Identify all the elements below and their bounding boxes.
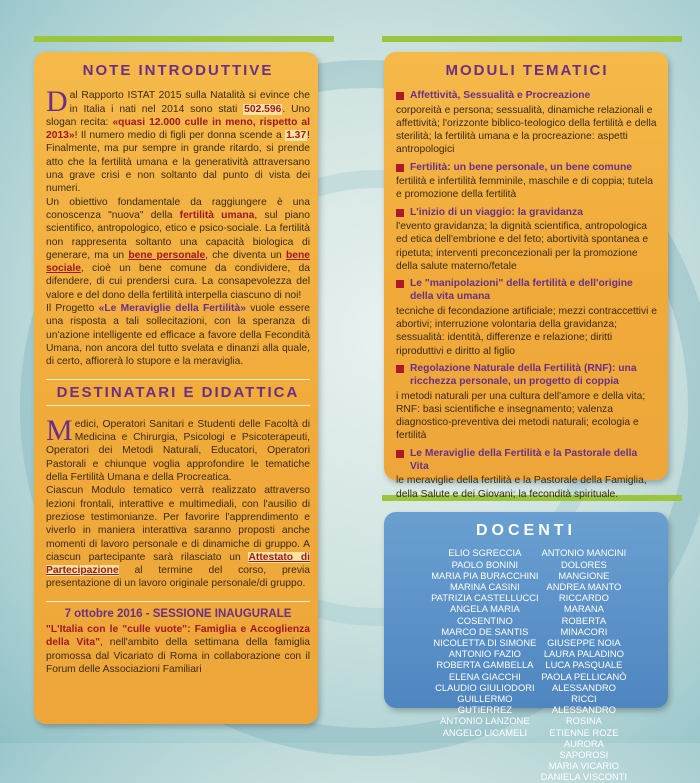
module-body: fertilità e infertilità femminile, maschile e di coppia; tutela e promozione della fertilità xyxy=(396,176,653,201)
note-paragraph-1: Dal Rapporto ISTAT 2015 sulla Natalità si evince che in Italia i nati nel 2014 sono stati 502.596. Uno slogan recita: «quasi 12.000 culle in meno, rispetto al 2013»! Il numero medio di figli per donna scende a 1.37! Finalmente, ma pur sempre in grande ritardo, si prende atto che la fertilità umana e la generatività attraversano una grave crisi e non soltanto dal punto di vista dei numeri. xyxy=(46,85,310,195)
docente-name: PATRIZIA CASTELLUCCI xyxy=(431,592,539,604)
docente-name: ALESSANDRO ROSINA xyxy=(551,704,616,727)
session-title: 7 ottobre 2016 - SESSIONE INAUGURALE xyxy=(64,607,292,620)
bullet-square-icon xyxy=(396,280,404,288)
docente-name: ALESSANDRO RICCI xyxy=(551,681,616,704)
docente-name: ANTONIO LANZONE xyxy=(440,715,530,727)
docenti-title: DOCENTI xyxy=(476,522,576,539)
docente-name: ANGELO LICAMELI xyxy=(442,726,528,738)
module-title: Le "manipolazioni" della fertilità e dell'origine della vita umana xyxy=(396,277,658,304)
destinatari-paragraph-1: Medici, Operatori Sanitari e Studenti delle Facoltà di Medicina e Chirurgia, Psicologi e Psicoterapeuti, Operatori dei Metodi Naturali, Educatori, Operatori Pastorali e chiunque voglia approfondire le tematiche della Fertilità Umana e della Procreatica. xyxy=(46,413,310,484)
moduli-panel xyxy=(384,52,668,500)
divider xyxy=(46,601,310,602)
docente-name: ANDREA MANTO xyxy=(546,580,622,592)
left-panel xyxy=(34,52,318,724)
docente-name: DANIELA VISCONTI xyxy=(540,771,628,783)
docente-name: ANGELA MARIA COSENTINO xyxy=(449,603,520,626)
module-title: Affettività, Sessualità e Procreazione xyxy=(396,89,658,102)
note-paragraph-2: Un obiettivo fondamentale da raggiungere è una conoscenza "nuova" della fertilità umana, sul piano scientifico, antropologico, etico e psico-sociale. La fertilità non rappresenta soltanto una capacità biologica di generare, ma un bene personale, che diventa un bene sociale, cioè un bene comune da condividere, da difendere, di cui prendersi cura. La consapevolezza del valore e del dono della fertilità interpella ciascuno di noi! xyxy=(46,196,310,301)
module-title: L'inizio di un viaggio: la gravidanza xyxy=(396,206,658,219)
note-title: NOTE INTRODUTTIVE xyxy=(82,62,274,79)
destinatari-title: DESTINATARI E DIDATTICA xyxy=(56,383,300,401)
docente-name: ANTONIO FAZIO xyxy=(448,648,521,660)
docente-name: LUCA PASQUALE xyxy=(545,659,623,671)
docenti-right-column xyxy=(540,547,628,782)
divider xyxy=(46,405,310,406)
module-body: le meraviglie della fertilità e la Pastorale della Famiglia, della Salute e dei Giovani; la fecondità spirituale. xyxy=(396,475,647,500)
bullet-square-icon xyxy=(396,92,404,100)
docente-name: ROBERTA GAMBELLA xyxy=(436,659,534,671)
docente-name: MARIA VICARIO xyxy=(548,760,620,772)
bullet-square-icon xyxy=(396,365,404,373)
module-title: Fertilità: un bene personale, un bene comune xyxy=(396,161,658,174)
docente-name: CLAUDIO GIULIODORI xyxy=(435,681,535,693)
docente-name: MARINA CASINI xyxy=(449,580,520,592)
docente-name: MARIA PIA BURACCHINI xyxy=(431,569,539,581)
fertility-rate: 1.37 xyxy=(286,130,307,142)
docenti-columns xyxy=(384,547,668,782)
destinatari-text xyxy=(46,413,310,591)
docente-name: GUILLERMO GUTIERREZ xyxy=(457,692,513,716)
moduli-list xyxy=(396,89,658,501)
bullet-square-icon xyxy=(396,450,404,458)
docenti-left-column xyxy=(430,547,540,782)
bullet-square-icon xyxy=(396,209,404,217)
note-text xyxy=(46,85,311,368)
drop-cap-m: M xyxy=(46,413,73,447)
left-top-bar xyxy=(34,36,334,42)
bullet-square-icon xyxy=(396,164,404,172)
docente-name: GIUSEPPE NOIA xyxy=(547,636,621,648)
moduli-title: MODULI TEMATICI xyxy=(445,62,609,79)
module-body: l'evento gravidanza; la dignità scientifica, antropologica ed etica dell'embrione e del feto; abortività spontanea e ripetuta; interventi preconcezionali per la promozione della salute materno/fetale xyxy=(396,220,649,272)
slogan-quote: «quasi 12.000 culle in meno, rispetto al 2013» xyxy=(46,116,310,142)
docente-name: NICOLETTA DI SIMONE xyxy=(433,636,537,648)
right-top-bar xyxy=(382,36,682,42)
module-body: i metodi naturali per una cultura dell'amore e della vita; RNF: basi scientifiche e insegnamento; valenza diagnostico-preventiva dei metodi naturali; ecologia e fertilità xyxy=(396,390,646,442)
module-body: tecniche di fecondazione artificiale; mezzi contraccettivi e abortivi; interruzione volontaria della gravidanza; sessualità: identità, differenze e relazione; diritti riproduttivi e diritto al figlio xyxy=(396,305,657,357)
module-body: corporeità e persona; sessualità, dinamiche relazionali e affettività; l'orizzonte biblico-teologico della fertilità e della sterilità; la fertilità umana e la procreazione: aspetti antropologici xyxy=(396,104,657,156)
docente-name: DOLORES MANGIONE xyxy=(558,558,610,581)
module-title: Regolazione Naturale della Fertilità (RNF): una ricchezza personale, un progetto di coppia xyxy=(396,362,658,389)
docente-name: PAOLA PELLICANÒ xyxy=(541,670,627,682)
docente-name: ETIENNE ROZE xyxy=(549,726,619,738)
drop-cap-d: D xyxy=(46,85,68,119)
births-number: 502.596 xyxy=(244,103,282,115)
docenti-panel xyxy=(384,512,668,783)
docente-name: ELENA GIACCHI xyxy=(448,670,521,682)
docente-name: LAURA PALADINO xyxy=(543,648,624,660)
docente-name: ELIO SGRECCIA xyxy=(448,547,522,559)
docente-name: MARCO DE SANTIS xyxy=(441,625,529,637)
docente-name: ROBERTA MINACORI xyxy=(560,614,608,637)
divider xyxy=(46,379,310,380)
attestato-label: Attestato di Partecipazione xyxy=(46,551,310,577)
note-paragraph-3: Il Progetto «Le Meraviglie della Fertilità» vuole essere una risposta a tali sollecitazioni, con la speranza di un'azione intelligente ed efficace a favore della Fecondità Umana, non ancora del tutto svelata e dinanzi alla quale, di certo, affiorerà lo stupore e la meraviglia. xyxy=(46,303,311,368)
docente-name: PAOLO BONINI xyxy=(451,558,519,570)
session-text: "L'Italia con le "culle vuote": Famiglia e Accoglienza della Vita", nell'ambito della settimana della famiglia promossa dal Vicariato di Roma in collaborazione con il Forum delle Associazioni Familiari xyxy=(46,623,311,675)
docente-name: RICCARDO MARANA xyxy=(558,592,609,615)
destinatari-paragraph-2: Ciascun Modulo tematico verrà realizzato attraverso lezioni frontali, interattive e multimediali, con l'ausilio di preziose testimonianze. Per favorire l'apprendimento e viverlo in maniera interattiva saranno proposti anche momenti di lavoro personale e di dinamiche di gruppo. A ciascun partecipante sarà rilasciato un Attestato di Partecipazione al termine del corso, previa presentazione di un lavoro originale personale/di gruppo. xyxy=(46,485,310,590)
docente-name: ANTONIO MANCINI xyxy=(541,547,627,559)
module-title: Le Meraviglie della Fertilità e la Pastorale della Vita xyxy=(396,447,658,474)
docente-name: AURORA SAPOROSI xyxy=(559,737,609,760)
